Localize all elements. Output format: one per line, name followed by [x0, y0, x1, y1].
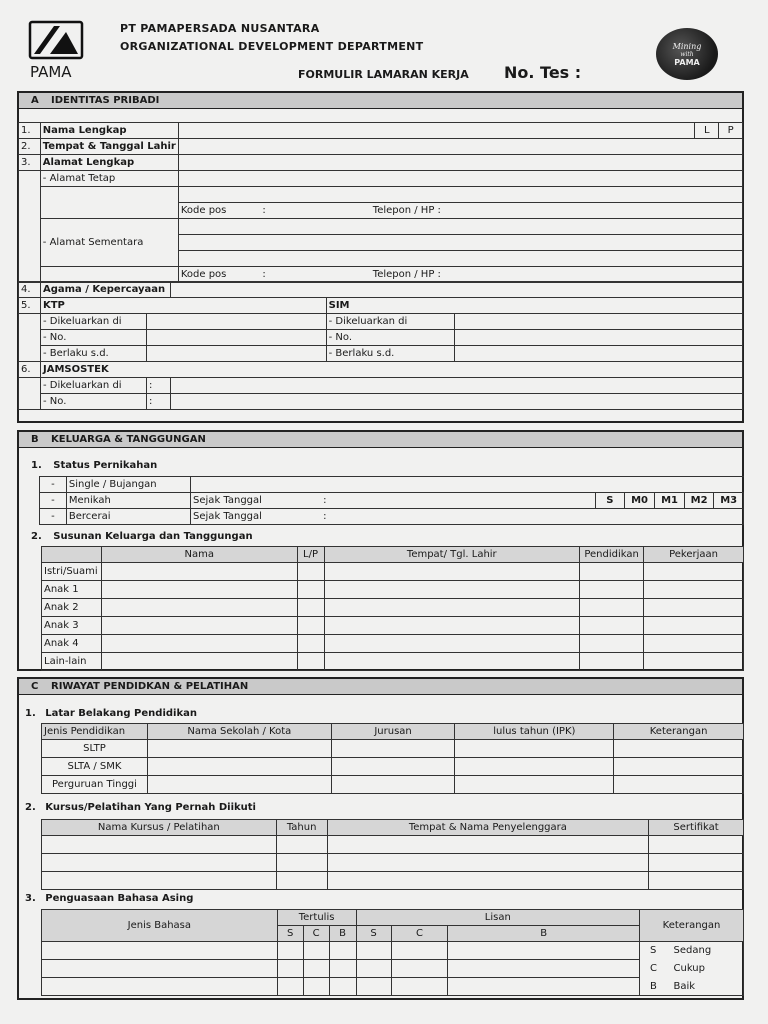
colon: :	[146, 394, 170, 410]
sekolah-cell[interactable]	[147, 776, 331, 794]
pendidikan-cell[interactable]	[580, 635, 644, 653]
section-b	[17, 430, 744, 671]
tempat-cell[interactable]	[324, 581, 580, 599]
colon: :	[146, 378, 170, 394]
col-header-sekolah: Nama Sekolah / Kota	[147, 724, 331, 740]
pendidikan-cell[interactable]	[580, 581, 644, 599]
col-header-keterangan: Keterangan	[614, 724, 744, 740]
ktp-label: KTP	[40, 298, 326, 314]
department-name: ORGANIZATIONAL DEVELOPMENT DEPARTMENT	[120, 40, 424, 53]
t-s-cell[interactable]	[277, 978, 303, 996]
l-b-cell[interactable]	[448, 942, 640, 960]
bahasa-cell[interactable]	[42, 960, 278, 978]
blank-cell	[42, 547, 102, 563]
company-logo	[28, 20, 88, 81]
section-a	[17, 91, 744, 423]
nama-cell[interactable]	[101, 635, 297, 653]
alamat-tetap-field[interactable]	[178, 171, 742, 187]
nama-cell[interactable]	[101, 599, 297, 617]
l-b-cell[interactable]	[448, 978, 640, 996]
row-tempat-tanggal-lahir	[19, 139, 743, 155]
col-header-tahun: Tahun	[276, 820, 327, 836]
bahasa-asing-title	[25, 893, 193, 904]
lulus-cell[interactable]	[455, 776, 614, 794]
col-header-pendidikan: Pendidikan	[580, 547, 644, 563]
table-row	[42, 740, 744, 758]
row-label: Anak 4	[42, 635, 102, 653]
table-row	[42, 960, 744, 978]
ktp-dikeluarkan-field[interactable]	[146, 314, 326, 330]
test-number-label: No. Tes :	[504, 63, 582, 82]
row-label: Anak 2	[42, 599, 102, 617]
mining-with-pama-badge	[656, 28, 718, 80]
table-row	[42, 776, 744, 794]
personal-identity-table	[18, 122, 743, 283]
t-b-cell[interactable]	[329, 978, 356, 996]
l-s-cell[interactable]	[356, 978, 391, 996]
jurusan-cell[interactable]	[331, 740, 455, 758]
col-header-nama-kursus: Nama Kursus / Pelatihan	[42, 820, 277, 836]
sekolah-cell[interactable]	[147, 740, 331, 758]
subsection-number: 1.	[25, 708, 36, 719]
row-alamat-lengkap	[19, 155, 743, 171]
row-number: 4.	[19, 282, 41, 298]
agama-ktp-table	[18, 281, 743, 410]
table-row	[42, 978, 744, 996]
lp-cell[interactable]	[297, 653, 324, 671]
telepon-label: Telepon / HP :	[288, 203, 743, 219]
single-option[interactable]: Single / Bujangan	[66, 477, 190, 493]
nama-lengkap-field[interactable]	[178, 123, 695, 139]
row-label: SLTP	[42, 740, 148, 758]
colon: :	[321, 493, 595, 509]
nama-cell[interactable]	[101, 617, 297, 635]
bahasa-cell[interactable]	[42, 942, 278, 960]
colon: :	[262, 205, 266, 216]
alamat-sementara-field-3[interactable]	[178, 251, 742, 267]
subsection-title: Susunan Keluarga dan Tanggungan	[53, 531, 253, 542]
family-header-row	[42, 547, 744, 563]
row-agama	[19, 282, 743, 298]
row-ktp-sim	[19, 298, 743, 314]
section-c-title: RIWAYAT PENDIDKAN & PELATIHAN	[51, 681, 249, 692]
status-menikah-row	[40, 493, 744, 509]
table-row	[42, 836, 744, 854]
nama-cell[interactable]	[101, 581, 297, 599]
field-label: Nama Lengkap	[40, 123, 178, 139]
row-number: 3.	[19, 155, 41, 171]
badge-line-2: with	[680, 51, 694, 58]
jamsostek-dikeluarkan-label: - Dikeluarkan di	[40, 378, 146, 394]
ktp-dikeluarkan-label: - Dikeluarkan di	[40, 314, 146, 330]
row-alamat-sementara	[19, 219, 743, 235]
row-label: Lain-lain	[42, 653, 102, 671]
section-a-header	[19, 93, 742, 109]
table-row	[42, 872, 744, 890]
blank-cell	[19, 378, 41, 410]
ktp-berlaku-label: - Berlaku s.d.	[40, 346, 146, 362]
t-b-cell[interactable]	[329, 942, 356, 960]
sim-no-label: - No.	[326, 330, 454, 346]
pendidikan-cell[interactable]	[580, 653, 644, 671]
blank-cell	[191, 477, 744, 493]
t-s-cell[interactable]	[277, 942, 303, 960]
table-row	[42, 599, 744, 617]
gender-l-box[interactable]: L	[695, 123, 719, 139]
l-c-cell[interactable]	[391, 960, 448, 978]
row-number: 1.	[19, 123, 41, 139]
keterangan-cell[interactable]	[614, 758, 744, 776]
l-s-cell[interactable]	[356, 960, 391, 978]
tahun-cell[interactable]	[276, 872, 327, 890]
tempat-tanggal-lahir-field[interactable]	[178, 139, 742, 155]
col-header-lp: L/P	[297, 547, 324, 563]
kode-pos-label: Kode pos	[180, 269, 227, 280]
pendidikan-cell[interactable]	[580, 563, 644, 581]
lp-cell[interactable]	[297, 563, 324, 581]
t-b-cell[interactable]	[329, 960, 356, 978]
row-number: 5.	[19, 298, 41, 314]
logo-mark-icon	[28, 20, 86, 60]
pekerjaan-cell[interactable]	[644, 617, 744, 635]
row-number: 6.	[19, 362, 41, 378]
pekerjaan-cell[interactable]	[644, 581, 744, 599]
col-header-nama: Nama	[101, 547, 297, 563]
subsection-number: 3.	[25, 893, 36, 904]
nama-cell[interactable]	[101, 563, 297, 581]
bahasa-cell[interactable]	[42, 978, 278, 996]
col-header-keterangan: Keterangan	[640, 910, 744, 942]
row-number: 2.	[19, 139, 41, 155]
t-c-cell[interactable]	[303, 978, 329, 996]
tempat-cell[interactable]	[327, 836, 649, 854]
table-row	[42, 635, 744, 653]
pekerjaan-cell[interactable]	[644, 599, 744, 617]
table-row	[42, 758, 744, 776]
col-header-pekerjaan: Pekerjaan	[644, 547, 744, 563]
tahun-cell[interactable]	[276, 836, 327, 854]
education-header-row	[42, 724, 744, 740]
tertulis-b: B	[329, 926, 356, 942]
sertifikat-cell[interactable]	[649, 854, 744, 872]
row-jamsostek	[19, 362, 743, 378]
jamsostek-label: JAMSOSTEK	[40, 362, 742, 378]
sim-berlaku-label: - Berlaku s.d.	[326, 346, 454, 362]
t-c-cell[interactable]	[303, 960, 329, 978]
col-header-lulus: lulus tahun (IPK)	[455, 724, 614, 740]
pekerjaan-cell[interactable]	[644, 635, 744, 653]
blank-cell	[40, 187, 178, 219]
lp-cell[interactable]	[297, 635, 324, 653]
bullet: -	[40, 477, 67, 493]
logo-text: PAMA	[30, 63, 72, 81]
jamsostek-dikeluarkan-field[interactable]	[170, 378, 742, 394]
status-code-m1[interactable]: M1	[655, 493, 685, 509]
kursus-cell[interactable]	[42, 836, 277, 854]
sejak-tanggal-label: Sejak Tanggal	[191, 493, 322, 509]
col-header-jenis-bahasa: Jenis Bahasa	[42, 910, 278, 942]
language-header-row	[42, 910, 744, 926]
t-s-cell[interactable]	[277, 960, 303, 978]
subsection-title: Status Pernikahan	[53, 460, 158, 471]
lp-cell[interactable]	[297, 599, 324, 617]
alamat-lengkap-field[interactable]	[178, 155, 742, 171]
ktp-berlaku-field[interactable]	[146, 346, 326, 362]
table-row	[42, 854, 744, 872]
row-label: Anak 1	[42, 581, 102, 599]
subsection-number: 2.	[25, 802, 36, 813]
col-header-jurusan: Jurusan	[331, 724, 455, 740]
l-c-cell[interactable]	[391, 942, 448, 960]
nama-cell[interactable]	[101, 653, 297, 671]
kode-pos-cell	[178, 203, 287, 219]
section-a-title: IDENTITAS PRIBADI	[51, 95, 160, 106]
legend-code: B	[640, 978, 672, 996]
jamsostek-no-label: - No.	[40, 394, 146, 410]
colon: :	[262, 269, 266, 280]
tempat-cell[interactable]	[327, 854, 649, 872]
sekolah-cell[interactable]	[147, 758, 331, 776]
kursus-cell[interactable]	[42, 854, 277, 872]
table-row	[42, 942, 744, 960]
table-row	[42, 563, 744, 581]
tahun-cell[interactable]	[276, 854, 327, 872]
field-label: - Alamat Sementara	[40, 219, 178, 267]
lisan-s: S	[356, 926, 391, 942]
lp-cell[interactable]	[297, 581, 324, 599]
alamat-tetap-field-2[interactable]	[178, 187, 742, 203]
alamat-sementara-field-2[interactable]	[178, 235, 742, 251]
kursus-cell[interactable]	[42, 872, 277, 890]
legend-text: Sedang	[672, 942, 744, 960]
row-dikeluarkan	[19, 314, 743, 330]
subsection-number: 1.	[31, 460, 42, 471]
subsection-number: 2.	[31, 531, 42, 542]
tempat-cell[interactable]	[324, 653, 580, 671]
l-c-cell[interactable]	[391, 978, 448, 996]
bullet: -	[40, 509, 67, 525]
bullet: -	[40, 493, 67, 509]
col-header-tertulis: Tertulis	[277, 910, 356, 926]
row-jamsostek-dikeluarkan	[19, 378, 743, 394]
row-jamsostek-no	[19, 394, 743, 410]
telepon-label: Telepon / HP :	[288, 267, 743, 283]
col-header-tempat: Tempat & Nama Penyelenggara	[327, 820, 649, 836]
lulus-cell[interactable]	[455, 758, 614, 776]
pekerjaan-cell[interactable]	[644, 653, 744, 671]
status-pernikahan-title	[31, 460, 157, 471]
sim-dikeluarkan-field[interactable]	[454, 314, 742, 330]
row-label: Istri/Suami	[42, 563, 102, 581]
lisan-b: B	[448, 926, 640, 942]
subsection-title: Penguasaan Bahasa Asing	[45, 893, 194, 904]
field-label: - Alamat Tetap	[40, 171, 178, 187]
col-header-jenis: Jenis Pendidikan	[42, 724, 148, 740]
subsection-title: Latar Belakang Pendidikan	[45, 708, 197, 719]
t-c-cell[interactable]	[303, 942, 329, 960]
susunan-keluarga-title	[31, 531, 253, 542]
sim-no-field[interactable]	[454, 330, 742, 346]
badge-line-3: PAMA	[674, 58, 700, 67]
status-bercerai-row	[40, 509, 744, 525]
legend-text: Baik	[672, 978, 744, 996]
col-header-sertifikat: Sertifikat	[649, 820, 744, 836]
section-b-header	[19, 432, 742, 448]
col-header-tempat-tgl-lahir: Tempat/ Tgl. Lahir	[324, 547, 580, 563]
agama-field[interactable]	[170, 282, 742, 298]
section-b-title: KELUARGA & TANGGUNGAN	[51, 434, 206, 445]
table-row	[42, 581, 744, 599]
status-code-m3[interactable]: M3	[714, 493, 744, 509]
row-alamat-tetap	[19, 171, 743, 187]
tempat-cell[interactable]	[324, 635, 580, 653]
subsection-title: Kursus/Pelatihan Yang Pernah Diikuti	[45, 802, 256, 813]
pekerjaan-cell[interactable]	[644, 563, 744, 581]
col-header-lisan: Lisan	[356, 910, 639, 926]
status-code-m2[interactable]: M2	[684, 493, 714, 509]
company-name: PT PAMAPERSADA NUSANTARA	[120, 22, 320, 35]
legend-text: Cukup	[672, 960, 744, 978]
course-header-row	[42, 820, 744, 836]
family-table	[41, 546, 744, 671]
marital-status-table	[39, 476, 744, 525]
language-table	[41, 909, 744, 996]
gender-p-box[interactable]: P	[719, 123, 743, 139]
field-label: Alamat Lengkap	[40, 155, 178, 171]
section-c-letter: C	[31, 681, 39, 692]
legend-code: S	[640, 942, 672, 960]
jurusan-cell[interactable]	[331, 758, 455, 776]
sertifikat-cell[interactable]	[649, 872, 744, 890]
tertulis-c: C	[303, 926, 329, 942]
table-row	[42, 617, 744, 635]
section-a-letter: A	[31, 95, 39, 106]
row-label: Perguruan Tinggi	[42, 776, 148, 794]
kode-pos-label: Kode pos	[180, 205, 227, 216]
sim-berlaku-field[interactable]	[454, 346, 742, 362]
ktp-no-field[interactable]	[146, 330, 326, 346]
course-table	[41, 819, 744, 890]
tempat-cell[interactable]	[324, 563, 580, 581]
menikah-option[interactable]: Menikah	[66, 493, 190, 509]
lulus-cell[interactable]	[455, 740, 614, 758]
sim-label: SIM	[326, 298, 742, 314]
row-label: Anak 3	[42, 617, 102, 635]
colon: :	[321, 509, 743, 525]
pendidikan-cell[interactable]	[580, 599, 644, 617]
sejak-tanggal-label: Sejak Tanggal	[191, 509, 322, 525]
sim-dikeluarkan-label: - Dikeluarkan di	[326, 314, 454, 330]
keterangan-cell[interactable]	[614, 740, 744, 758]
latar-belakang-title	[25, 708, 197, 719]
form-title: FORMULIR LAMARAN KERJA	[298, 68, 469, 81]
field-label: Tempat & Tanggal Lahir	[40, 139, 178, 155]
section-b-letter: B	[31, 434, 39, 445]
tertulis-s: S	[277, 926, 303, 942]
l-b-cell[interactable]	[448, 960, 640, 978]
status-single-row	[40, 477, 744, 493]
bercerai-option[interactable]: Bercerai	[66, 509, 190, 525]
education-table	[41, 723, 744, 794]
tempat-cell[interactable]	[327, 872, 649, 890]
kursus-title	[25, 802, 256, 813]
ktp-no-label: - No.	[40, 330, 146, 346]
blank-cell	[19, 314, 41, 362]
alamat-sementara-field[interactable]	[178, 219, 742, 235]
tempat-cell[interactable]	[324, 617, 580, 635]
row-no	[19, 330, 743, 346]
jamsostek-no-field[interactable]	[170, 394, 742, 410]
blank-cell	[19, 171, 41, 283]
jurusan-cell[interactable]	[331, 776, 455, 794]
legend-code: C	[650, 963, 658, 974]
section-c-header	[19, 679, 742, 695]
row-label: SLTA / SMK	[42, 758, 148, 776]
field-label: Agama / Kepercayaan	[40, 282, 170, 298]
keterangan-cell[interactable]	[614, 776, 744, 794]
row-nama-lengkap	[19, 123, 743, 139]
table-row	[42, 653, 744, 671]
l-s-cell[interactable]	[356, 942, 391, 960]
lp-cell[interactable]	[297, 617, 324, 635]
status-code-s[interactable]: S	[595, 493, 624, 509]
sertifikat-cell[interactable]	[649, 836, 744, 854]
pendidikan-cell[interactable]	[580, 617, 644, 635]
row-berlaku	[19, 346, 743, 362]
status-code-m0[interactable]: M0	[624, 493, 654, 509]
lisan-c: C	[391, 926, 448, 942]
section-c	[17, 677, 744, 1000]
badge-line-1: Mining	[672, 42, 702, 51]
row-alamat-tetap-2	[19, 187, 743, 203]
tempat-cell[interactable]	[324, 599, 580, 617]
